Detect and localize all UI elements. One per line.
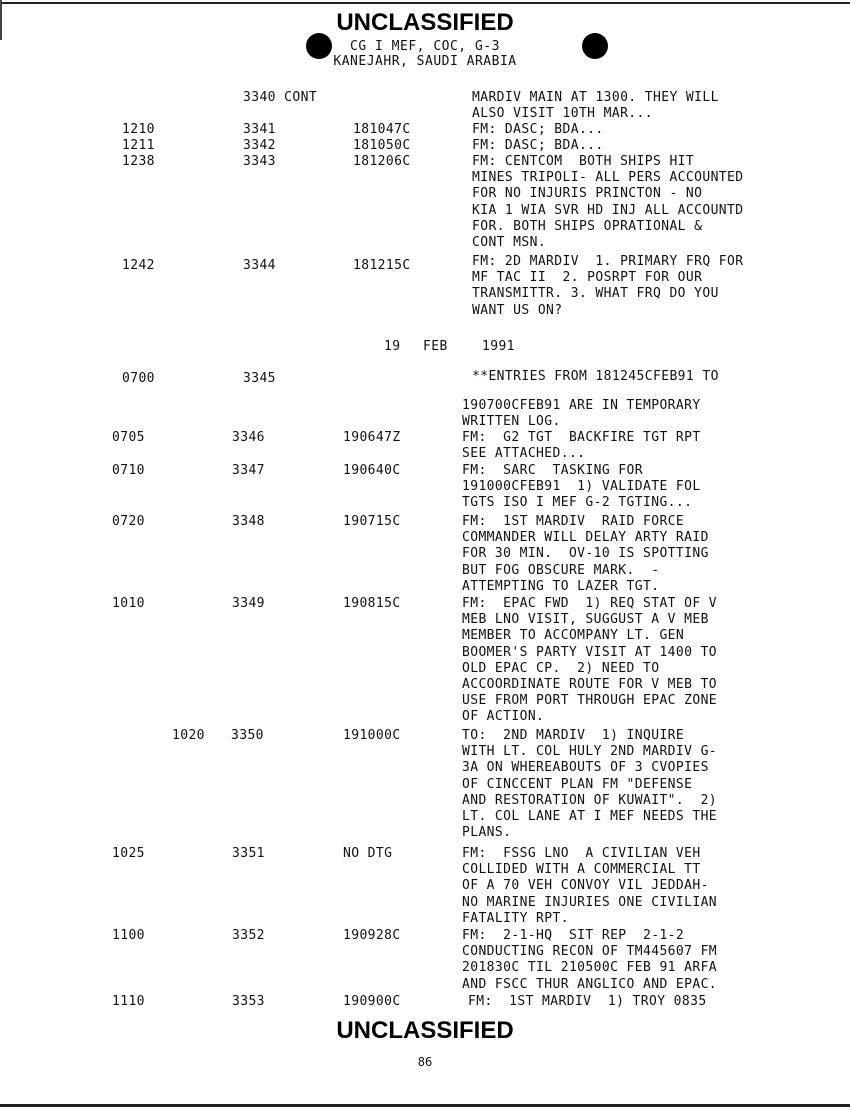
message-line: COMMANDER WILL DELAY ARTY RAID [462,530,709,546]
message-line: CONT MSN. [472,235,547,251]
entry-time: 0705 [112,430,145,445]
entry-number: 3348 [232,514,265,529]
message-line: FOR. BOTH SHIPS OPRATIONAL & [472,218,703,234]
entry-message [462,928,717,993]
entry-time: 1020 [172,728,205,743]
entry-dtg: 181215C [353,258,411,273]
entry-number: 3349 [232,596,265,611]
date-day: 19 [384,339,401,354]
message-line: 201830C TIL 210500C FEB 91 ARFA [462,960,718,976]
message-line: AND RESTORATION OF KUWAIT". 2) [462,792,718,808]
entry-number: 3350 [231,728,264,743]
entry-message [472,369,719,385]
entry-time: 1100 [112,928,145,943]
message-line: FM: G2 TGT BACKFIRE TGT RPT [462,430,701,445]
message-line: SEE ATTACHED... [462,446,586,462]
message-line: FM: 1ST MARDIV RAID FORCE [462,514,685,529]
entry-dtg: 190900C [343,994,401,1009]
entry-dtg: NO DTG [343,846,393,861]
entry-dtg: 181047C [353,122,411,137]
entry-message [472,90,719,122]
message-line: **ENTRIES FROM 181245CFEB91 TO [472,369,719,384]
entry-dtg: 190928C [343,928,401,943]
entry-message [462,430,701,462]
message-line: KIA 1 WIA SVR HD INJ ALL ACCOUNTD [472,202,744,218]
message-line: FM: FSSG LNO A CIVILIAN VEH [462,846,701,861]
message-line: ACCOORDINATE ROUTE FOR V MEB TO [462,677,718,693]
entry-message [462,463,701,512]
bottom-border-line [0,1104,850,1107]
message-line: MEB LNO VISIT, SUGGUST A V MEB [462,612,709,628]
message-line: PLANS. [462,825,512,841]
message-line: 190700CFEB91 ARE IN TEMPORARY [462,398,701,413]
message-line: FATALITY RPT. [462,910,569,926]
footer-classification: UNCLASSIFIED [336,1017,514,1044]
message-line: CONDUCTING RECON OF TM445607 FM [462,944,718,960]
entry-dtg: 181206C [353,154,411,169]
entry-message [462,514,709,595]
entry-message [462,846,717,927]
entry-number: 3346 [232,430,265,445]
message-line: FM: DASC; BDA... [472,122,604,137]
message-line: ATTEMPTING TO LAZER TGT. [462,578,660,594]
entry-dtg: 190715C [343,514,401,529]
message-line: COLLIDED WITH A COMMERCIAL TT [462,862,701,878]
message-line: TO: 2ND MARDIV 1) INQUIRE [462,728,685,743]
page-number: 86 [417,1055,433,1069]
entry-message [462,728,717,841]
entry-time: 0720 [112,514,145,529]
entry-time: 0710 [112,463,145,478]
entry-time: 1211 [122,138,155,153]
date-month: FEB [423,339,448,354]
message-line: FOR NO INJURIS PRINCTON - NO [472,186,703,202]
entry-message [472,138,604,154]
entry-number: 3341 [243,122,276,137]
message-line: FM: 2-1-HQ SIT REP 2-1-2 [462,928,685,943]
message-line: AND FSCC THUR ANGLICO AND EPAC. [462,976,718,992]
header-command-line: CG I MEF, COC, G-3 [350,39,500,54]
message-line: FOR 30 MIN. OV-10 IS SPOTTING [462,546,709,562]
message-line: MF TAC II 2. POSRPT FOR OUR [472,270,703,286]
message-line: MARDIV MAIN AT 1300. THEY WILL [472,90,719,105]
message-line: WITH LT. COL HULY 2ND MARDIV G- [462,744,718,760]
entry-dtg: 191000C [343,728,401,743]
entry-message [472,154,743,251]
entry-time: 0700 [122,371,155,386]
message-line: TGTS ISO I MEF G-2 TGTING... [462,495,693,511]
entry-number: 3345 [243,371,276,386]
entry-dtg: 190647Z [343,430,401,445]
entry-message [468,994,707,1010]
message-line: OF CINCCENT PLAN FM "DEFENSE [462,776,693,792]
message-line: BUT FOG OBSCURE MARK. - [462,562,660,578]
entry-message [462,398,701,430]
entry-message [462,596,717,726]
entry-time: 1010 [112,596,145,611]
message-line: WRITTEN LOG. [462,414,561,430]
entry-message [472,254,743,319]
top-border-line [0,2,850,4]
entry-number: 3343 [243,154,276,169]
message-line: BOOMER'S PARTY VISIT AT 1400 TO [462,644,718,660]
date-year: 1991 [482,339,515,354]
message-line: ALSO VISIT 10TH MAR... [472,106,653,122]
message-line: 3A ON WHEREABOUTS OF 3 CVOPIES [462,760,709,776]
message-line: FM: EPAC FWD 1) REQ STAT OF V [462,596,718,611]
entry-time: 1110 [112,994,145,1009]
entry-time: 1242 [122,258,155,273]
entry-dtg: 190815C [343,596,401,611]
entry-time: 1210 [122,122,155,137]
entry-number: 3353 [232,994,265,1009]
entry-number: 3340 CONT [243,90,318,105]
entry-message [472,122,604,138]
message-line: NO MARINE INJURIES ONE CIVILIAN [462,894,718,910]
message-line: OLD EPAC CP. 2) NEED TO [462,660,660,676]
entry-number: 3344 [243,258,276,273]
message-line: MEMBER TO ACCOMPANY LT. GEN [462,628,685,644]
entry-number: 3347 [232,463,265,478]
message-line: TRANSMITTR. 3. WHAT FRQ DO YOU [472,286,719,302]
entry-number: 3342 [243,138,276,153]
message-line: OF ACTION. [462,709,545,725]
message-line: USE FROM PORT THROUGH EPAC ZONE [462,693,718,709]
entry-time: 1025 [112,846,145,861]
message-line: 191000CFEB91 1) VALIDATE FOL [462,479,701,495]
message-line: FM: CENTCOM BOTH SHIPS HIT [472,154,695,169]
message-line: OF A 70 VEH CONVOY VIL JEDDAH- [462,878,709,894]
header-location-line: KANEJAHR, SAUDI ARABIA [333,54,517,69]
message-line: FM: SARC TASKING FOR [462,463,643,478]
message-line: LT. COL LANE AT I MEF NEEDS THE [462,809,718,825]
entry-dtg: 190640C [343,463,401,478]
entry-number: 3352 [232,928,265,943]
message-line: FM: DASC; BDA... [472,138,604,153]
entry-dtg: 181050C [353,138,411,153]
message-line: WANT US ON? [472,302,563,318]
entry-number: 3351 [232,846,265,861]
message-line: FM: 2D MARDIV 1. PRIMARY FRQ FOR [472,254,744,269]
message-line: MINES TRIPOLI- ALL PERS ACCOUNTED [472,170,744,186]
header-classification: UNCLASSIFIED [336,9,514,36]
entry-time: 1238 [122,154,155,169]
message-line: FM: 1ST MARDIV 1) TROY 0835 [468,994,707,1009]
